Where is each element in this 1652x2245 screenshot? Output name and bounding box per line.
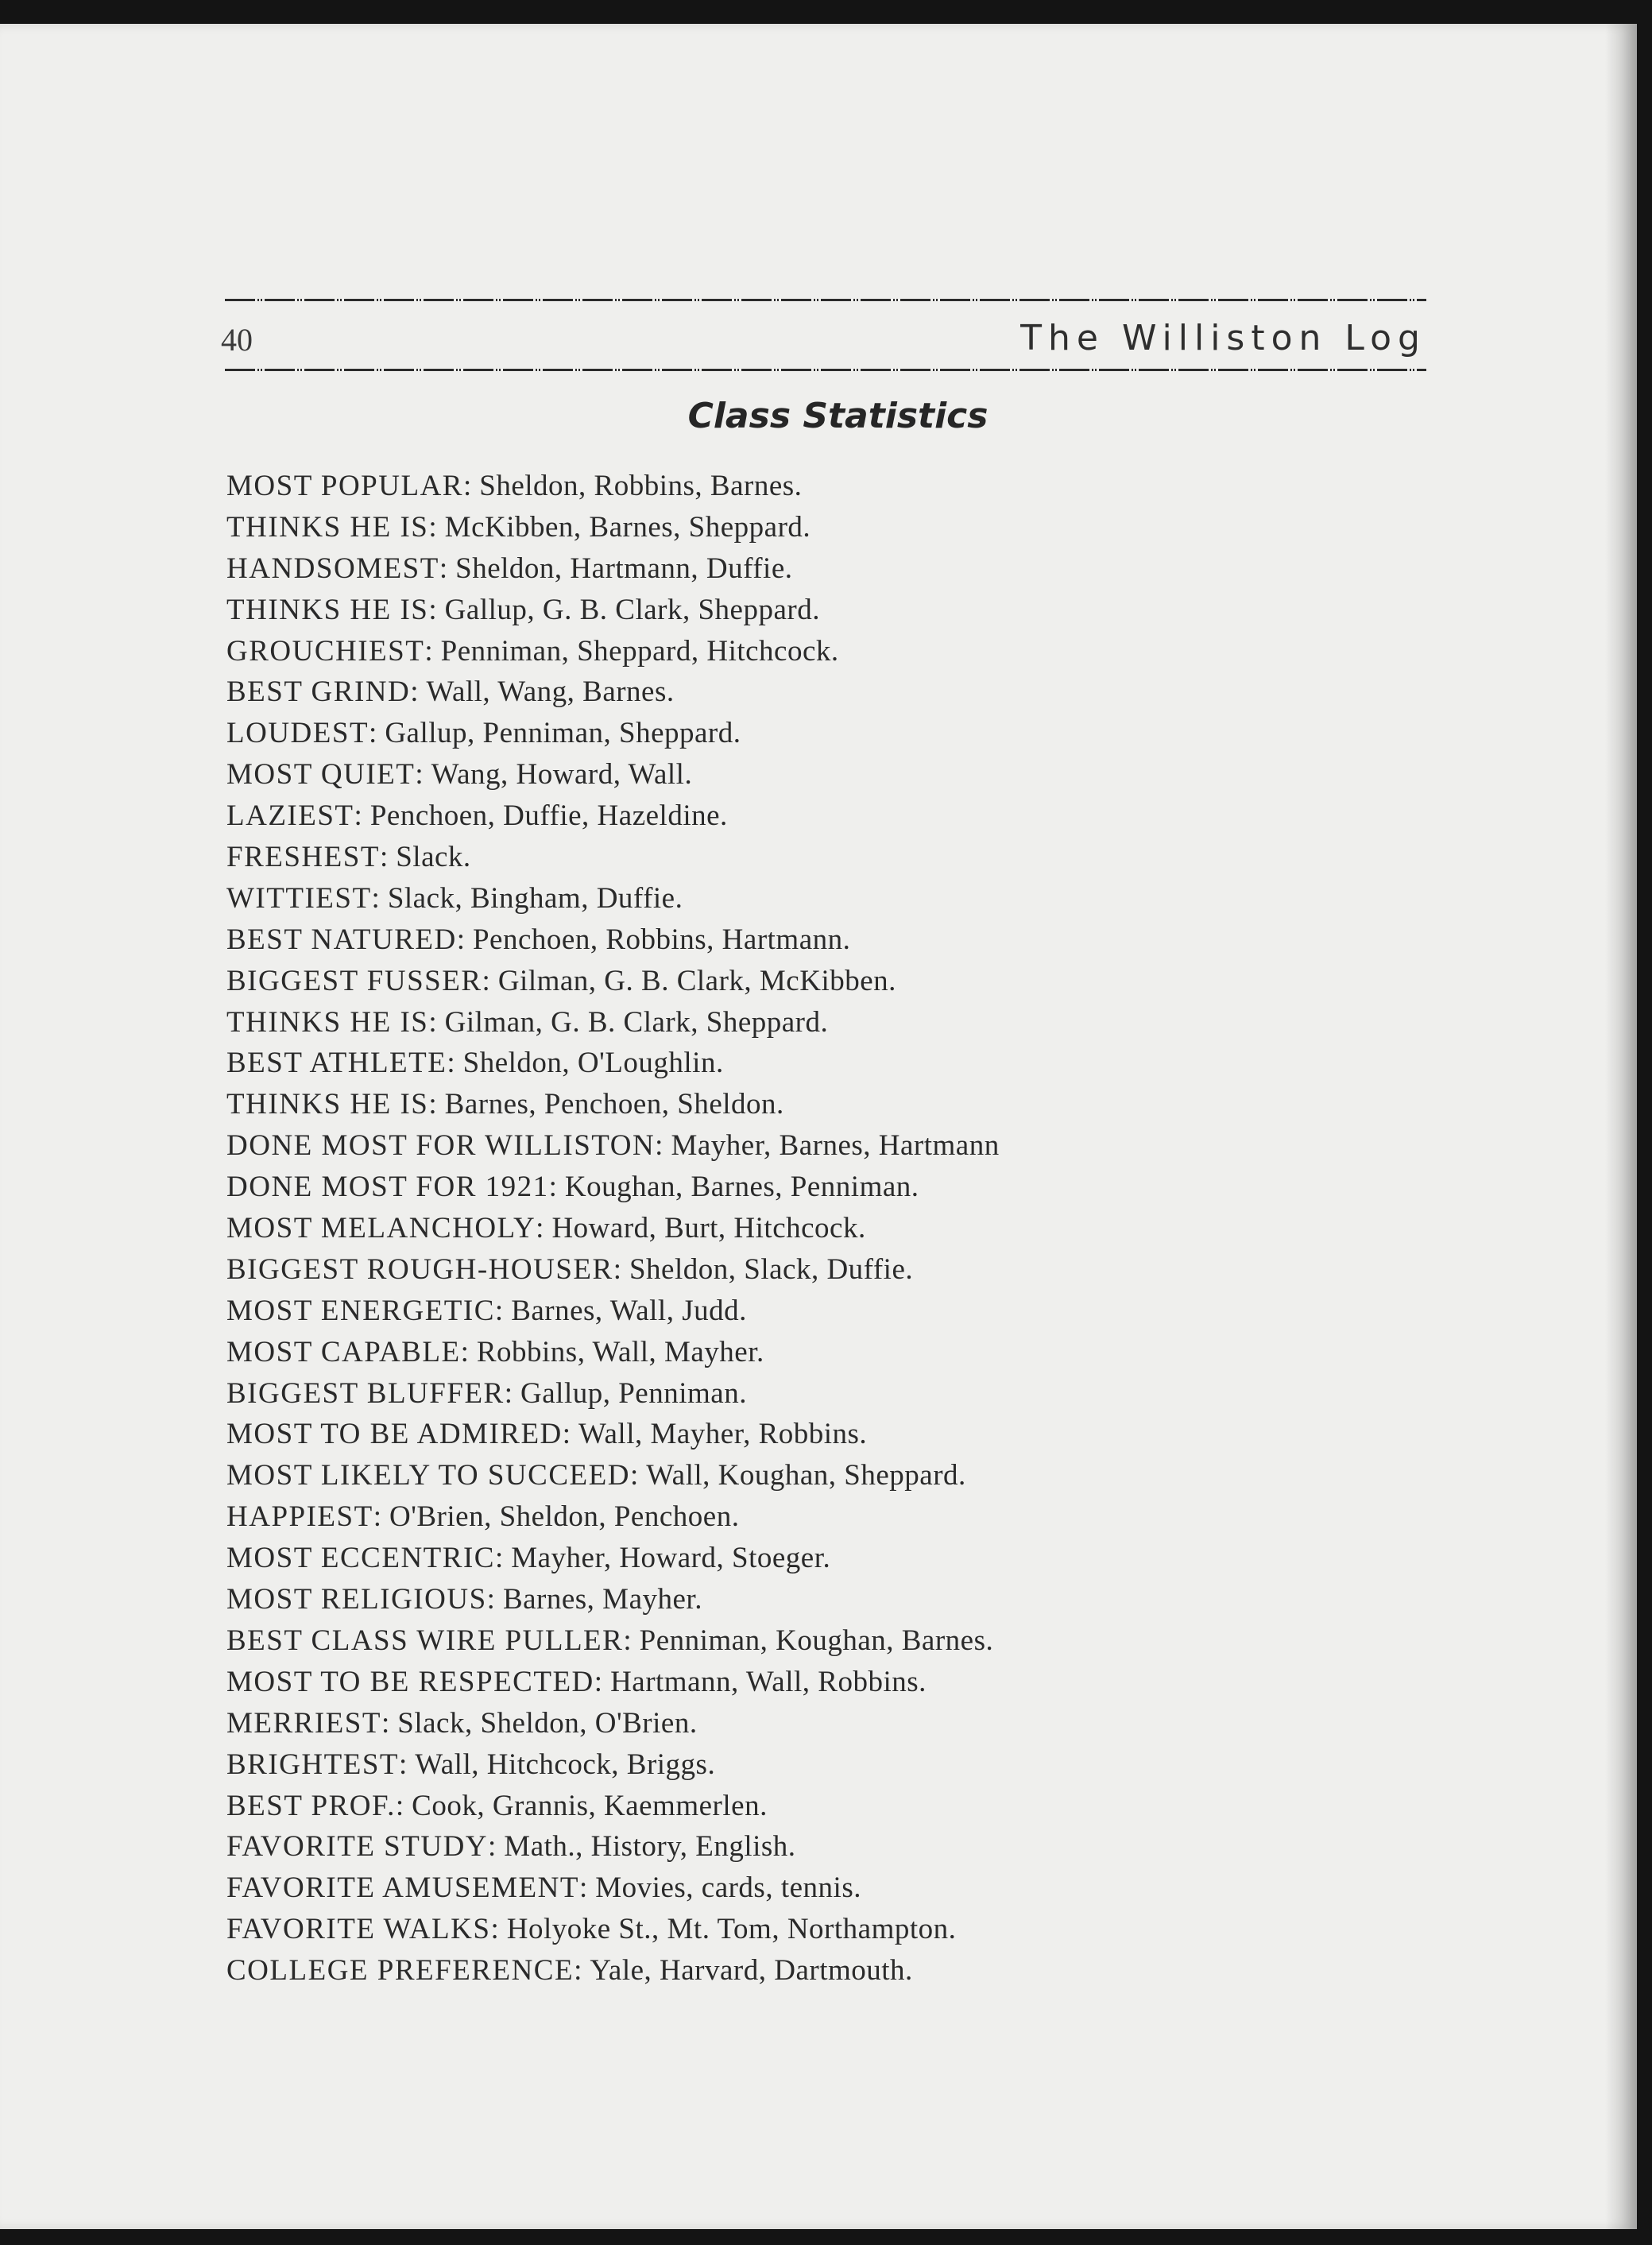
stat-separator: : bbox=[462, 470, 472, 502]
stat-line bbox=[226, 837, 1000, 878]
stat-values: Math., History, English. bbox=[504, 1830, 796, 1864]
stat-line bbox=[226, 1291, 1000, 1332]
stat-line bbox=[226, 1455, 1000, 1496]
stat-values: O'Brien, Sheldon, Penchoen. bbox=[389, 1500, 740, 1534]
stat-separator: : bbox=[373, 1500, 381, 1534]
stat-separator: : bbox=[482, 964, 490, 997]
stat-line bbox=[226, 1167, 1000, 1208]
stat-separator: : bbox=[379, 841, 389, 874]
stat-values: Gilman, G. B. Clark, McKibben. bbox=[497, 964, 896, 997]
stat-line bbox=[226, 1414, 1000, 1455]
header-rule-bottom bbox=[225, 366, 1426, 375]
stat-line bbox=[226, 672, 1000, 713]
stat-line bbox=[226, 548, 1000, 590]
stat-separator: : bbox=[439, 552, 448, 585]
stat-separator: : bbox=[629, 1459, 639, 1492]
stat-category: THINKS HE IS bbox=[226, 1088, 429, 1121]
stat-separator: : bbox=[395, 1789, 404, 1822]
stat-category: BRIGHTEST bbox=[226, 1748, 399, 1781]
stat-line bbox=[226, 1249, 1000, 1291]
stat-category: FRESHEST bbox=[226, 841, 380, 874]
stat-values: Penniman, Koughan, Barnes. bbox=[639, 1624, 994, 1657]
stat-category: MOST ENERGETIC bbox=[226, 1294, 495, 1327]
stat-values: Wang, Howard, Wall. bbox=[431, 758, 693, 792]
stat-separator: : bbox=[354, 799, 362, 833]
stat-separator: : bbox=[578, 1871, 588, 1905]
stat-values: Mayher, Barnes, Hartmann bbox=[671, 1129, 1000, 1163]
stat-line bbox=[226, 878, 1000, 919]
stat-line bbox=[226, 1043, 1000, 1084]
stat-category: LOUDEST bbox=[226, 717, 369, 750]
stat-category: MOST CAPABLE bbox=[226, 1335, 461, 1368]
stat-values: Holyoke St., Mt. Tom, Northampton. bbox=[506, 1913, 957, 1946]
stat-category: GROUCHIEST bbox=[226, 634, 425, 668]
stat-category: MOST LIKELY TO SUCCEED bbox=[226, 1459, 630, 1492]
stat-category: MOST ECCENTRIC bbox=[226, 1542, 495, 1575]
stat-separator: : bbox=[381, 1706, 390, 1740]
class-statistics-list bbox=[226, 466, 1000, 1991]
stat-category: BEST PROF. bbox=[226, 1789, 396, 1822]
stat-values: McKibben, Barnes, Sheppard. bbox=[444, 510, 811, 544]
stat-line bbox=[226, 1950, 1000, 1991]
stat-values: Sheldon, Slack, Duffie. bbox=[629, 1252, 914, 1286]
stat-line bbox=[226, 1538, 1000, 1579]
stat-category: FAVORITE AMUSEMENT bbox=[226, 1871, 579, 1905]
stat-line bbox=[226, 919, 1000, 961]
stat-values: Slack, Sheldon, O'Brien. bbox=[397, 1706, 698, 1740]
stat-separator: : bbox=[486, 1583, 495, 1616]
stat-values: Wall, Wang, Barnes. bbox=[426, 675, 675, 709]
stat-separator: : bbox=[410, 675, 419, 709]
stat-separator: : bbox=[488, 1830, 497, 1864]
stat-values: Penchoen, Robbins, Hartmann. bbox=[472, 923, 851, 956]
stat-values: Barnes, Wall, Judd. bbox=[511, 1294, 747, 1327]
stat-line bbox=[226, 1703, 1000, 1744]
stat-category: DONE MOST FOR 1921 bbox=[226, 1171, 549, 1204]
stat-line bbox=[226, 631, 1000, 672]
stat-separator: : bbox=[415, 758, 424, 792]
stat-values: Slack, Bingham, Duffie. bbox=[387, 881, 683, 915]
stat-category: MOST QUIET bbox=[226, 758, 416, 792]
stat-category: FAVORITE WALKS bbox=[226, 1913, 491, 1946]
stat-values: Barnes, Mayher. bbox=[502, 1583, 702, 1616]
stat-separator: : bbox=[494, 1294, 504, 1327]
stat-line bbox=[226, 1084, 1000, 1125]
stat-category: THINKS HE IS bbox=[226, 1005, 429, 1039]
stat-line bbox=[226, 466, 1000, 507]
stat-category: MOST POPULAR bbox=[226, 470, 463, 502]
stat-values: Sheldon, Robbins, Barnes. bbox=[479, 470, 803, 502]
section-title: Class Statistics bbox=[687, 396, 988, 436]
stat-line bbox=[226, 1579, 1000, 1620]
stat-category: MOST MELANCHOLY bbox=[226, 1212, 536, 1245]
stat-line bbox=[226, 590, 1000, 631]
stat-line bbox=[226, 1002, 1000, 1043]
stat-values: Gallup, Penniman. bbox=[520, 1376, 747, 1410]
stat-category: BIGGEST ROUGH-HOUSER bbox=[226, 1252, 613, 1286]
stat-line bbox=[226, 1373, 1000, 1415]
stat-category: BEST ATHLETE bbox=[226, 1047, 447, 1080]
stat-line bbox=[226, 1208, 1000, 1249]
stat-separator: : bbox=[424, 634, 433, 668]
stat-separator: : bbox=[536, 1212, 544, 1245]
stat-values: Wall, Koughan, Sheppard. bbox=[646, 1459, 966, 1492]
stat-separator: : bbox=[447, 1047, 455, 1080]
stat-values: Yale, Harvard, Dartmouth. bbox=[590, 1954, 913, 1988]
stat-separator: : bbox=[504, 1376, 513, 1410]
stat-values: Slack. bbox=[396, 841, 471, 874]
stat-category: MERRIEST bbox=[226, 1706, 381, 1740]
stat-separator: : bbox=[369, 717, 377, 750]
stat-category: BEST NATURED bbox=[226, 923, 457, 956]
stat-values: Gallup, G. B. Clark, Sheppard. bbox=[444, 593, 820, 626]
running-head: The Williston Log bbox=[1020, 318, 1426, 358]
stat-line bbox=[226, 1909, 1000, 1950]
stat-values: Wall, Hitchcock, Briggs. bbox=[415, 1748, 716, 1781]
stat-category: DONE MOST FOR WILLISTON bbox=[226, 1129, 656, 1163]
stat-category: BEST CLASS WIRE PULLER bbox=[226, 1624, 624, 1657]
stat-line bbox=[226, 795, 1000, 837]
stat-values: Sheldon, Hartmann, Duffie. bbox=[455, 552, 793, 585]
stat-values: Robbins, Wall, Mayher. bbox=[476, 1335, 764, 1368]
stat-category: MOST TO BE RESPECTED bbox=[226, 1665, 594, 1698]
stat-separator: : bbox=[594, 1665, 603, 1698]
stat-separator: : bbox=[490, 1913, 499, 1946]
stat-separator: : bbox=[460, 1335, 469, 1368]
stat-category: BIGGEST BLUFFER bbox=[226, 1376, 505, 1410]
scanned-page bbox=[0, 24, 1637, 2229]
page-edge-shadow bbox=[1605, 24, 1637, 2229]
stat-values: Gallup, Penniman, Sheppard. bbox=[385, 717, 741, 750]
stat-separator: : bbox=[399, 1748, 408, 1781]
stat-values: Barnes, Penchoen, Sheldon. bbox=[444, 1088, 784, 1121]
stat-values: Movies, cards, tennis. bbox=[595, 1871, 861, 1905]
stat-values: Mayher, Howard, Stoeger. bbox=[511, 1542, 831, 1575]
stat-category: COLLEGE PREFERENCE bbox=[226, 1954, 575, 1988]
stat-separator: : bbox=[428, 510, 437, 544]
stat-line bbox=[226, 1332, 1000, 1373]
stat-category: BIGGEST FUSSER bbox=[226, 964, 482, 997]
stat-category: HAPPIEST bbox=[226, 1500, 373, 1534]
stat-category: FAVORITE STUDY bbox=[226, 1830, 489, 1864]
stat-values: Hartmann, Wall, Robbins. bbox=[610, 1665, 927, 1698]
stat-line bbox=[226, 1826, 1000, 1868]
stat-line bbox=[226, 1620, 1000, 1662]
stat-category: MOST TO BE ADMIRED bbox=[226, 1418, 563, 1451]
stat-separator: : bbox=[494, 1542, 504, 1575]
stat-separator: : bbox=[428, 593, 437, 626]
stat-values: Sheldon, O'Loughlin. bbox=[462, 1047, 724, 1080]
stat-line bbox=[226, 713, 1000, 754]
stat-line bbox=[226, 1786, 1000, 1827]
stat-line bbox=[226, 1496, 1000, 1538]
stat-separator: : bbox=[371, 881, 380, 915]
stat-line bbox=[226, 1868, 1000, 1909]
stat-category: WITTIEST bbox=[226, 881, 372, 915]
stat-values: Penchoen, Duffie, Hazeldine. bbox=[369, 799, 728, 833]
stat-separator: : bbox=[428, 1088, 437, 1121]
stat-category: BEST GRIND bbox=[226, 675, 411, 709]
header-rule-top bbox=[225, 296, 1426, 305]
stat-separator: : bbox=[623, 1624, 632, 1657]
stat-category: HANDSOMEST bbox=[226, 552, 439, 585]
stat-category: THINKS HE IS bbox=[226, 510, 429, 544]
page-number: 40 bbox=[221, 322, 253, 358]
stat-line bbox=[226, 961, 1000, 1002]
stat-values: Penniman, Sheppard, Hitchcock. bbox=[440, 634, 839, 668]
stat-separator: : bbox=[548, 1171, 557, 1204]
stat-category: LAZIEST bbox=[226, 799, 354, 833]
stat-line bbox=[226, 1125, 1000, 1167]
stat-separator: : bbox=[456, 923, 465, 956]
stat-line bbox=[226, 1662, 1000, 1703]
stat-line bbox=[226, 754, 1000, 795]
stat-values: Wall, Mayher, Robbins. bbox=[578, 1418, 868, 1451]
stat-separator: : bbox=[613, 1252, 621, 1286]
stat-values: Cook, Grannis, Kaemmerlen. bbox=[412, 1789, 768, 1822]
stat-line bbox=[226, 1744, 1000, 1786]
stat-values: Howard, Burt, Hitchcock. bbox=[551, 1212, 866, 1245]
stat-separator: : bbox=[574, 1954, 582, 1988]
stat-category: MOST RELIGIOUS bbox=[226, 1583, 487, 1616]
stat-category: THINKS HE IS bbox=[226, 593, 429, 626]
stat-separator: : bbox=[428, 1005, 437, 1039]
stat-separator: : bbox=[655, 1129, 664, 1163]
stat-line bbox=[226, 507, 1000, 548]
stat-values: Koughan, Barnes, Penniman. bbox=[564, 1171, 919, 1204]
stat-separator: : bbox=[562, 1418, 571, 1451]
stat-values: Gilman, G. B. Clark, Sheppard. bbox=[444, 1005, 829, 1039]
